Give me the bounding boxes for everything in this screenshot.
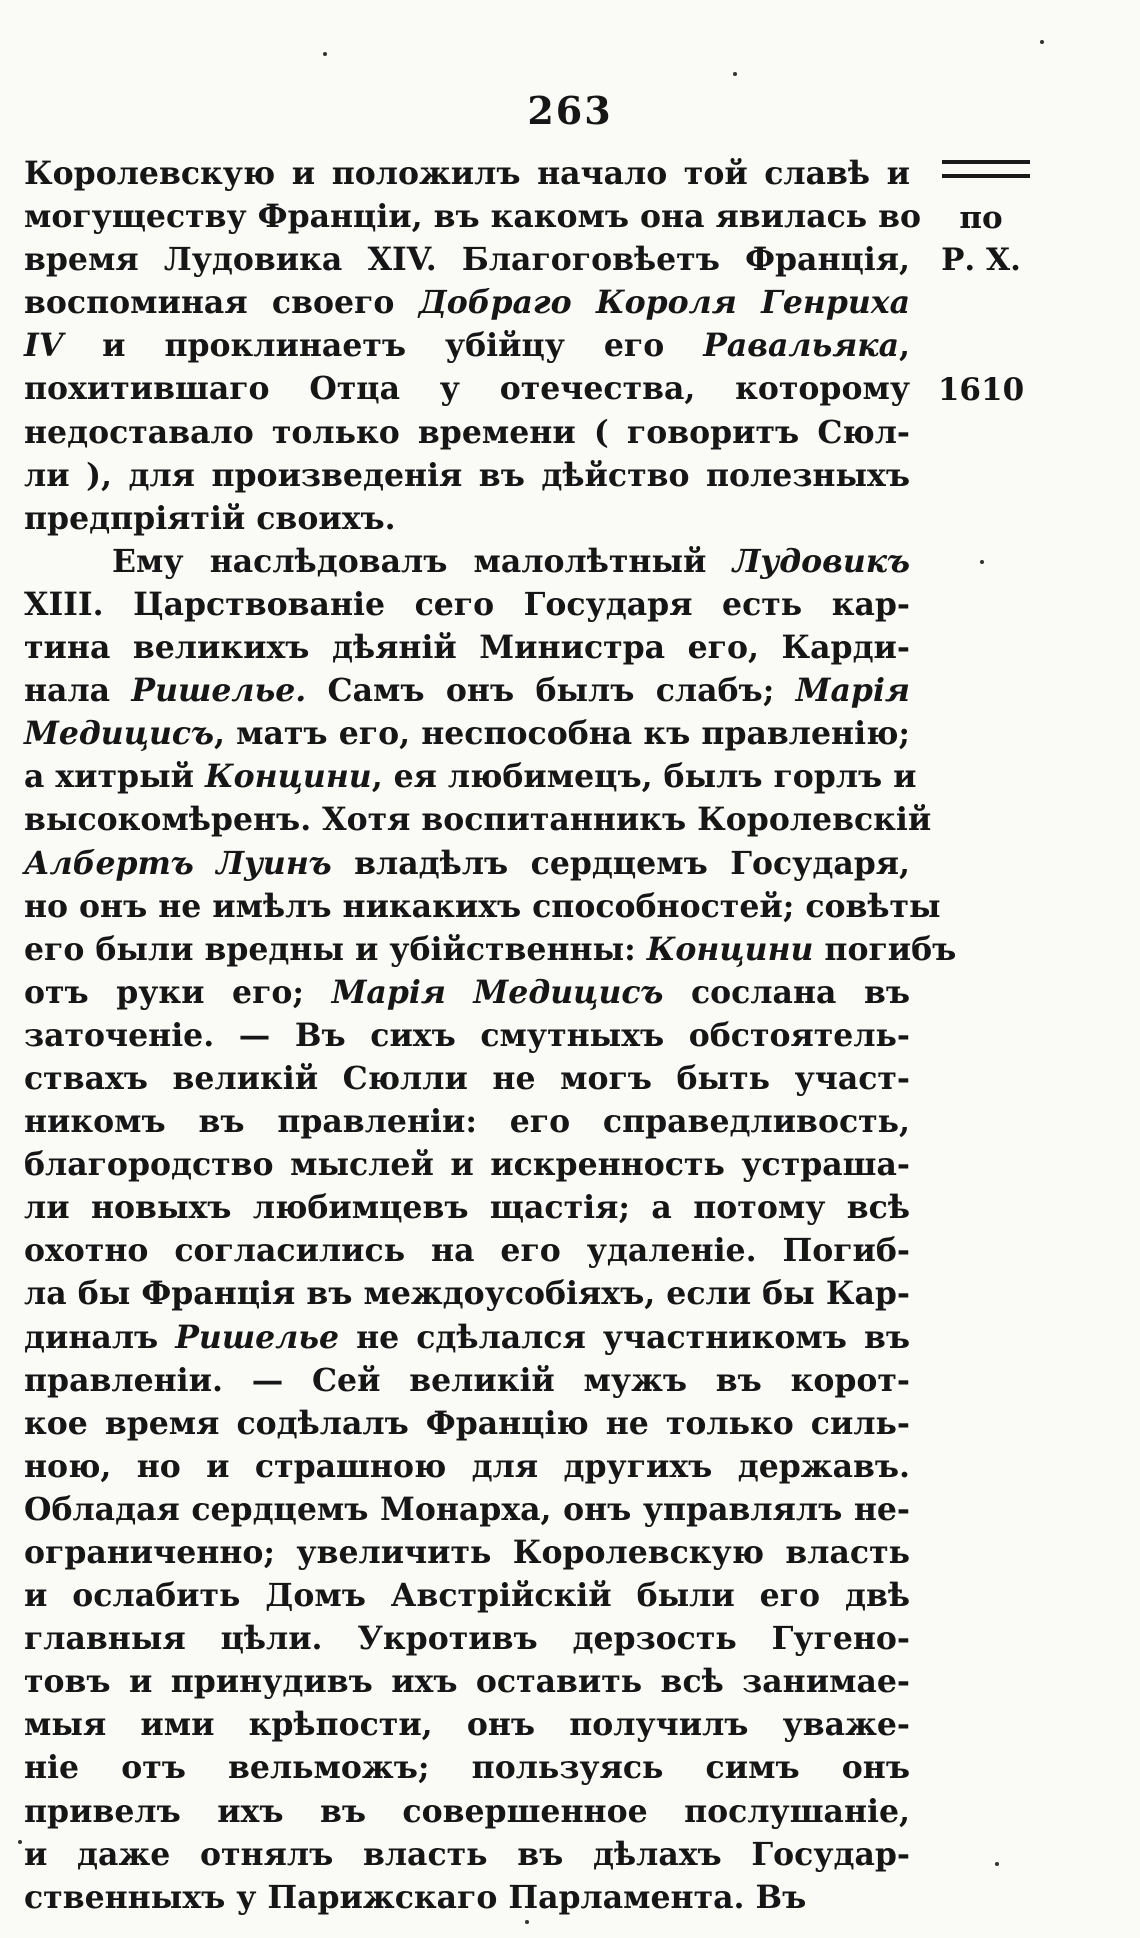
print-speck — [733, 72, 737, 76]
text-run: и ослабить Домъ Австрійскій были его двѣ — [24, 1577, 910, 1615]
text-line — [24, 152, 910, 195]
italic-name: Марія Медицисъ — [331, 973, 664, 1011]
text-line — [24, 1574, 910, 1617]
text-run: правленіи. — Сей великій мужъ въ корот- — [24, 1361, 910, 1399]
text-run: заточеніе. — Въ сихъ смутныхъ обстоятель- — [24, 1016, 910, 1054]
italic-name: Ришелье — [175, 1318, 340, 1356]
print-speck — [980, 560, 984, 564]
text-run: диналъ — [24, 1318, 176, 1356]
text-run: мыя ими крѣпости, онъ получилъ уваже- — [24, 1706, 910, 1744]
text-run: товъ и принудивъ ихъ оставить всѣ занимае- — [24, 1663, 910, 1701]
text-line — [24, 1100, 910, 1143]
body-text — [24, 152, 957, 1919]
text-line — [24, 669, 910, 712]
italic-name: Марія — [795, 672, 910, 710]
text-line — [24, 1617, 910, 1660]
italic-name: Лудовикъ — [732, 542, 910, 580]
text-run: никомъ въ правленіи: его справедливость, — [24, 1103, 910, 1141]
text-line — [24, 1186, 910, 1229]
text-line — [24, 971, 910, 1014]
text-line — [24, 1833, 910, 1876]
italic-name: Концини — [204, 758, 372, 796]
margin-note-year: 1610 — [937, 372, 1025, 408]
margin-rule — [942, 160, 1030, 178]
text-run: но онъ не имѣлъ никакихъ способностей; совѣты — [24, 887, 941, 925]
text-line — [24, 885, 941, 928]
text-run: охотно согласились на его удаленіе. Погиб- — [24, 1232, 910, 1270]
text-run: владѣлъ сердцемъ Государя, — [331, 844, 910, 882]
text-run: Ему наслѣдовалъ малолѣтный — [112, 542, 733, 580]
italic-name: Медицисъ — [24, 715, 214, 753]
text-line — [24, 626, 910, 669]
text-run: ли новыхъ любимцевъ щастія; а потому всѣ — [24, 1189, 910, 1227]
text-line — [24, 712, 910, 755]
italic-name: Добраго Короля Генриха — [418, 284, 910, 322]
text-line — [24, 367, 910, 410]
print-speck — [1040, 40, 1044, 44]
text-line — [24, 583, 910, 626]
text-run: , — [899, 327, 910, 365]
text-run: кое время содѣлалъ Францію не только силь- — [24, 1404, 910, 1442]
text-line — [24, 928, 957, 971]
text-run: его были вредны и убійственны: — [24, 930, 647, 968]
text-line — [24, 195, 922, 238]
text-line — [24, 324, 910, 367]
text-run: могуществу Франціи, въ какомъ она явилась во — [24, 198, 922, 236]
print-speck — [323, 52, 327, 56]
text-line — [24, 1229, 910, 1272]
text-run: воспоминая своего — [24, 284, 419, 322]
text-run: , матъ его, неспособна къ правленію; — [214, 715, 910, 753]
text-run: Обладая сердцемъ Монарха, онъ управлялъ не- — [24, 1490, 910, 1528]
text-line — [24, 454, 910, 497]
text-run: ли ), для произведенія въ дѣйство полезныхъ — [24, 456, 910, 494]
text-run: XIII. Царствованіе сего Государя есть кар- — [24, 585, 910, 623]
italic-name: Ришелье. — [131, 672, 307, 710]
text-run: нала — [24, 672, 132, 710]
print-speck — [525, 1920, 529, 1924]
italic-name: IV — [24, 327, 64, 365]
text-run: время Лудовика XIV. Благоговѣетъ Франція, — [24, 241, 910, 279]
text-run: недоставало только времени ( говоритъ Сюл- — [24, 413, 910, 451]
text-line — [24, 842, 910, 885]
text-run: и даже отнялъ власть въ дѣлахъ Государ- — [24, 1835, 910, 1873]
text-run: сослана въ — [663, 973, 910, 1011]
text-run: предпріятій своихъ. — [24, 499, 396, 537]
text-run: похитившаго Отца у отечества, которому — [24, 370, 910, 408]
text-line — [24, 281, 910, 324]
text-run: ною, но и страшною для другихъ державъ. — [24, 1447, 910, 1485]
text-line — [24, 1660, 910, 1703]
text-run: отъ руки его; — [24, 973, 332, 1011]
text-run: погибъ — [813, 930, 957, 968]
text-run: и проклинаетъ убійцу его — [63, 327, 704, 365]
text-line — [24, 755, 917, 798]
margin-note-po: по — [959, 200, 1003, 236]
text-run: а хитрый — [24, 758, 205, 796]
text-run: Самъ онъ былъ слабъ; — [306, 672, 796, 710]
text-line — [24, 497, 910, 540]
text-line — [24, 540, 910, 583]
text-line — [24, 1143, 910, 1186]
text-line — [24, 1488, 910, 1531]
text-line — [24, 411, 910, 454]
italic-name: Равальяка — [703, 327, 900, 365]
text-run: ствахъ великій Сюлли не могъ быть участ- — [24, 1059, 910, 1097]
text-run: ограниченно; увеличить Королевскую власть — [24, 1534, 910, 1571]
text-run: привелъ ихъ въ совершенное послушаніе, — [24, 1792, 910, 1830]
text-line — [24, 238, 910, 281]
text-run: не сдѣлался участникомъ въ — [339, 1318, 910, 1356]
text-run: ственныхъ у Парижскаго Парламента. Въ — [24, 1878, 807, 1916]
text-line — [24, 1272, 910, 1315]
text-run: главныя цѣли. Укротивъ дерзость Гугено- — [24, 1620, 910, 1658]
text-line — [24, 1402, 910, 1445]
text-line — [24, 1014, 910, 1057]
text-line — [24, 1876, 910, 1919]
text-line — [24, 1746, 910, 1789]
text-line — [24, 798, 932, 841]
page-number: 263 — [527, 88, 613, 133]
print-speck — [18, 1840, 22, 1844]
italic-name: Концини — [646, 930, 814, 968]
text-line — [24, 1316, 910, 1359]
text-run: , ея любимецъ, былъ горлъ и — [371, 758, 917, 796]
text-run: тина великихъ дѣяній Министра его, Карди- — [24, 629, 910, 667]
text-line — [24, 1359, 910, 1402]
text-run: ла бы Франція въ междоусобіяхъ, если бы Кар- — [24, 1275, 910, 1313]
text-line — [24, 1445, 910, 1488]
text-line — [24, 1057, 910, 1100]
text-line — [24, 1531, 910, 1574]
text-line — [24, 1790, 910, 1833]
italic-name: Албертъ Луинъ — [24, 844, 332, 882]
text-run: высокомѣренъ. Хотя воспитанникъ Королевскій — [24, 801, 932, 839]
text-line — [24, 1703, 910, 1746]
print-speck — [995, 1862, 999, 1866]
text-run: благородство мыслей и искренность устраша- — [24, 1146, 910, 1184]
text-run: Королевскую и положилъ начало той славѣ и — [24, 155, 910, 192]
text-run: ніе отъ вельможъ; пользуясь симъ онъ — [24, 1749, 910, 1787]
margin-note-year-label: Р. Х. — [941, 242, 1021, 278]
